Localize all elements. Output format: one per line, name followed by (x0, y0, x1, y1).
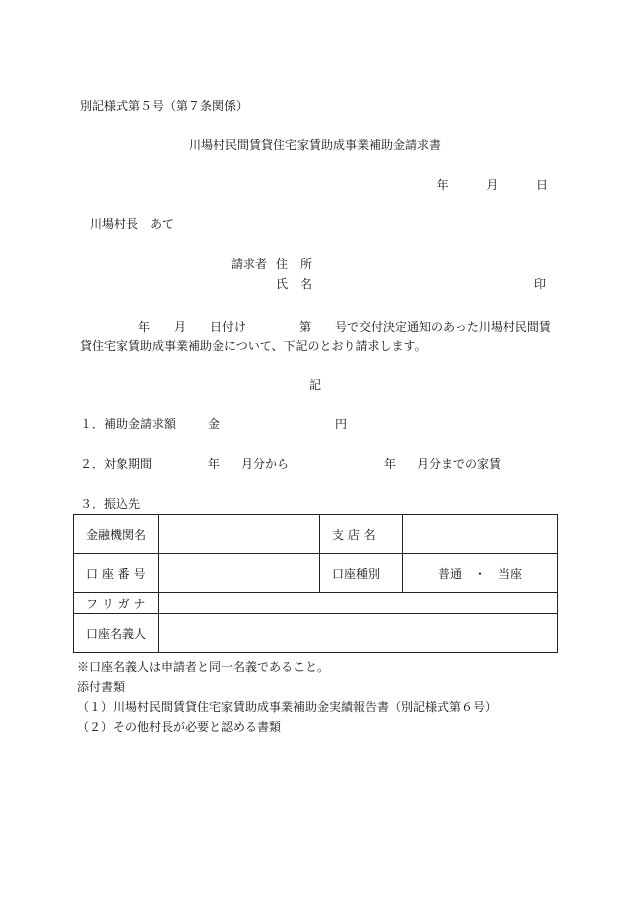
item1-kin: 金 (208, 417, 221, 431)
furigana-field[interactable] (159, 593, 558, 614)
account-type-label: 口座種別 (320, 554, 403, 593)
date-year: 年 (436, 178, 449, 192)
bank-account-table (73, 514, 558, 653)
body-number-prefix: 第 (299, 320, 312, 334)
branch-field[interactable] (403, 515, 558, 554)
institution-field[interactable] (159, 515, 320, 554)
branch-label: 支 店 名 (320, 515, 403, 554)
requester-address-label: 住 所 (276, 257, 313, 271)
date-day: 日 (535, 178, 548, 192)
item2-from: 月分から (241, 457, 290, 471)
attachment-2: （２）その他村長が必要と認める書類 (77, 720, 282, 734)
body-line-2: 貸住宅家賃助成事業補助金について、下記のとおり請求します。 (80, 339, 427, 353)
date-month: 月 (486, 178, 499, 192)
date-line (437, 178, 548, 192)
requester-name-label: 氏 名 (276, 277, 313, 291)
furigana-label: フ リ ガ ナ (74, 593, 159, 614)
item2-to: 月分までの家賃 (417, 457, 502, 471)
account-number-field[interactable] (159, 554, 320, 593)
item2-year-2: 年 (384, 457, 397, 471)
item3-label: ３．振込先 (80, 497, 141, 511)
ki-heading: 記 (308, 378, 321, 392)
holder-note: ※口座名義人は申請者と同一名義であること。 (77, 660, 330, 674)
attachment-1: （１）川場村民間賃貸住宅家賃助成事業補助金実績報告書（別記様式第６号） (77, 700, 498, 714)
body-month: 月 (174, 320, 187, 334)
institution-label: 金融機関名 (74, 515, 159, 554)
document-title: 川場村民間賃貸住宅家賃助成事業補助金請求書 (188, 138, 441, 152)
item1-label: １．補助金請求額 (80, 417, 177, 431)
account-type-options[interactable]: 普通 ・ 当座 (403, 554, 558, 593)
body-dated: 日付け (210, 320, 247, 334)
seal-mark: 印 (534, 277, 547, 291)
addressee: 川場村長 あて (90, 217, 175, 231)
item1-yen: 円 (335, 417, 348, 431)
form-label: 別記様式第５号（第７条関係） (80, 99, 249, 113)
item2-label: ２．対象期間 (80, 457, 153, 471)
requester-label: 請求者 (231, 257, 268, 271)
body-year: 年 (138, 320, 151, 334)
attachments-title: 添付書類 (77, 680, 126, 694)
body-line1-rest: 号で交付決定通知のあった川場村民間賃 (335, 320, 551, 334)
item2-year-1: 年 (208, 457, 221, 471)
holder-label: 口座名義人 (74, 614, 159, 653)
account-number-label: 口 座 番 号 (74, 554, 159, 593)
holder-field[interactable] (159, 614, 558, 653)
